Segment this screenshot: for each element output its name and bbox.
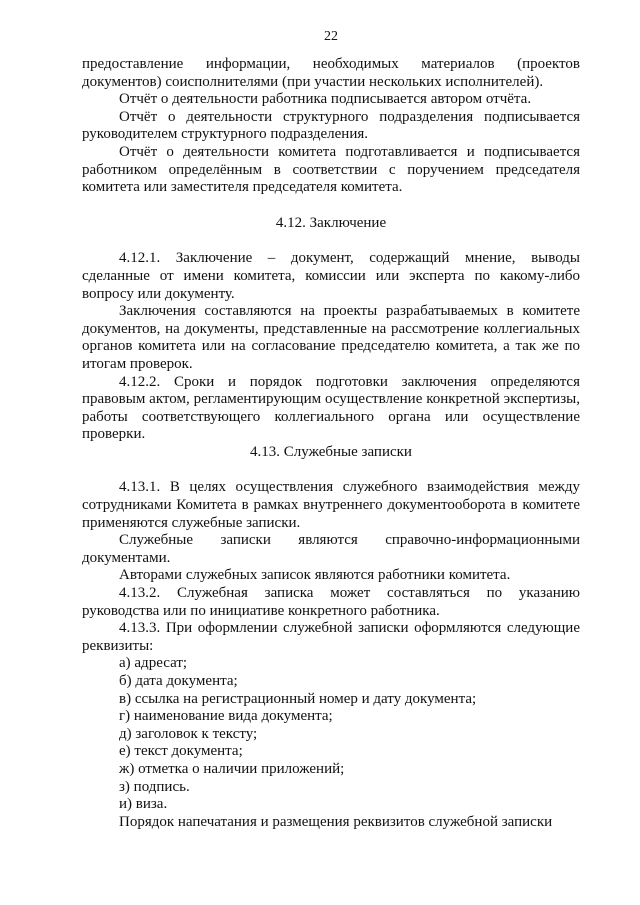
- intro-paragraph-continuation: предоставление информации, необходимых материалов (проектов документов) соисполнителями (при участии нескольких исполнителей).: [82, 56, 580, 90]
- document-body: [82, 56, 580, 831]
- section-paragraph: Служебные записки являются справочно-информационными документами.: [82, 532, 580, 566]
- section-paragraph: 4.13.2. Служебная записка может составляться по указанию руководства или по инициативе конкретного работника.: [82, 585, 580, 619]
- requisite-list-item: в) ссылка на регистрационный номер и дату документа;: [119, 690, 477, 707]
- requisite-list-item: д) заголовок к тексту;: [119, 725, 258, 742]
- section-paragraph: 4.12.1. Заключение – документ, содержащий мнение, выводы сделанные от имени комитета, комиссии или эксперта по какому-либо вопросу или документу.: [82, 250, 580, 302]
- section-paragraph: 4.13.3. При оформлении служебной записки оформляются следующие реквизиты:: [82, 620, 580, 654]
- section-paragraph: 4.13.1. В целях осуществления служебного взаимодействия между сотрудниками Комитета в рамках внутреннего документооборота в комитете применяются служебные записки.: [82, 479, 580, 531]
- section-paragraph: Авторами служебных записок являются работники комитета.: [119, 567, 511, 584]
- section-heading-4-12: 4.12. Заключение: [275, 214, 387, 231]
- section-paragraph: Заключения составляются на проекты разрабатываемых в комитете документов, на документы, представленные на рассмотрение коллегиальных органов комитета или на согласование председателю комитета, а так же по итогам проверок.: [82, 303, 580, 372]
- intro-paragraph: Отчёт о деятельности комитета подготавливается и подписывается работником определённым в соответствии с поручением председателя комитета или заместителя председателя комитета.: [82, 143, 580, 196]
- requisite-list-item: б) дата документа;: [119, 673, 238, 689]
- requisite-list-item: и) виза.: [119, 796, 168, 813]
- requisite-list-item: з) подпись.: [119, 778, 190, 795]
- section-paragraph: 4.12.2. Сроки и порядок подготовки заключения определяются правовым актом, регламентирующим осуществление конкретной экспертизы, работы соответствующего коллегиального органа или осуществление проверки.: [82, 373, 580, 443]
- section-heading-4-13: 4.13. Служебные записки: [250, 443, 412, 460]
- closing-paragraph: Порядок напечатания и размещения реквизитов служебной записки: [119, 813, 553, 830]
- page-number: 22: [324, 29, 338, 44]
- requisite-list-item: ж) отметка о наличии приложений;: [119, 760, 345, 777]
- intro-paragraph: Отчёт о деятельности структурного подразделения подписывается руководителем структурного подразделения.: [82, 108, 580, 143]
- requisite-list-item: г) наименование вида документа;: [119, 708, 333, 725]
- requisite-list-item: е) текст документа;: [119, 743, 243, 760]
- requisite-list-item: а) адресат;: [119, 655, 188, 672]
- intro-paragraph: Отчёт о деятельности работника подписывается автором отчёта.: [119, 91, 532, 108]
